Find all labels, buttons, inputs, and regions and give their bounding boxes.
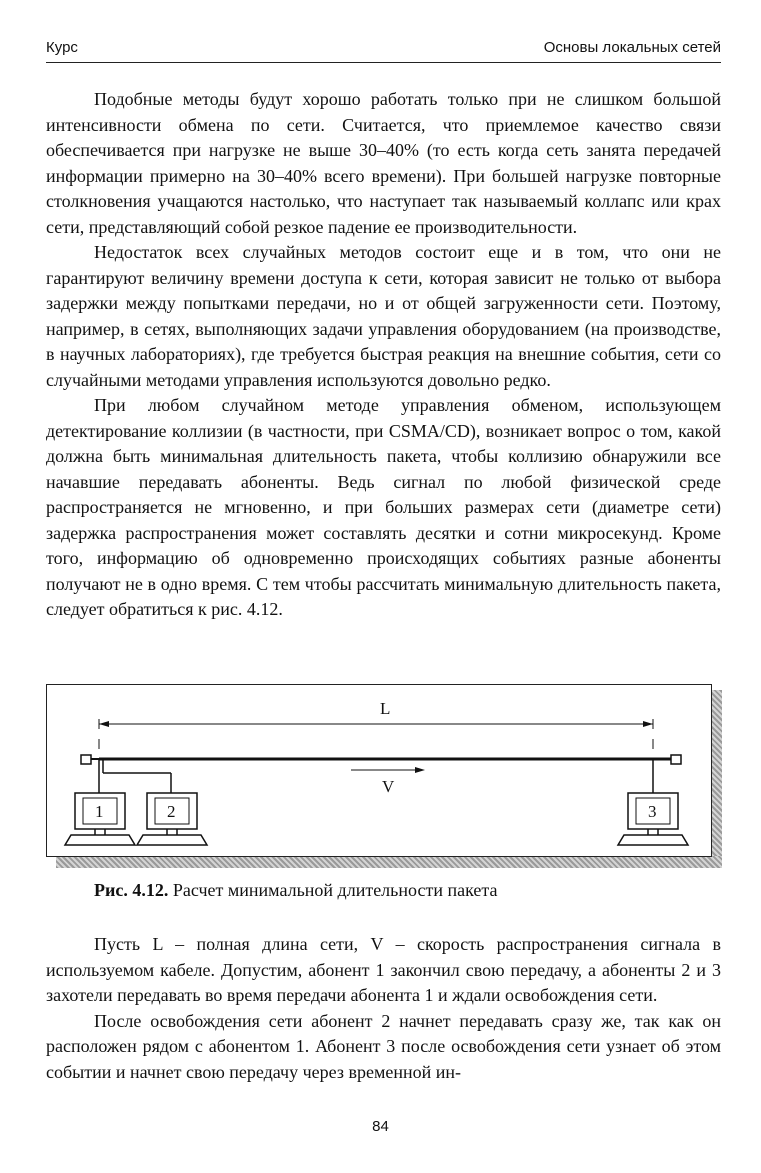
paragraph: После освобождения сети абонент 2 начнет передавать сразу же, так как он расположен рядом с абонентом 1. Абонент 3 после освобождения сети узнает об этом событии и начнет свою передачу через временной ин-: [46, 1010, 721, 1082]
text-block-top: [46, 87, 721, 623]
arrow-right-icon: [415, 767, 425, 773]
paragraph: Пусть L – полная длина сети, V – скорость распространения сигнала в используемом кабеле. Допустим, абонент 1 закончил свою передачу, а абоненты 2 и 3 захотели передавать во время передачи абонента 1 и ждали освобождения сети.: [46, 934, 721, 1005]
figure-network-diagram: [46, 684, 712, 857]
paragraph: При любом случайном методе управления обменом, использующем детектирование коллизии (в частности, при CSMA/CD), возникает вопрос о том, какой должна быть минимальная длительность пакета, чтобы коллизию обнаружили все начавшие передавать абоненты. Ведь сигнал по любой физической среде распространяется не мгновенно, и при больших размерах сети (диаметре сети) задержка распространения может составлять десятки и сотни микросекунд. Кроме того, информацию об одновременно происходящих событиях разные абоненты получают не в одно время. С тем чтобы рассчитать минимальную длительность пакета, следует обратиться к рис. 4.12.: [46, 395, 721, 619]
station-3-label: 3: [648, 802, 657, 821]
arrow-left-icon: [99, 721, 109, 727]
station-2-label: 2: [167, 802, 176, 821]
network-diagram-svg: [47, 685, 711, 856]
terminator-icon: [81, 755, 91, 764]
text-block-bottom: [46, 932, 721, 1085]
label-length: L: [380, 699, 391, 718]
paragraph: Недостаток всех случайных методов состоит еще и в том, что они не гарантируют величину времени доступа к сети, которая зависит не только от выбора задержки между попытками передачи, но и от общей загруженности сети. Поэтому, например, в сетях, выполняющих задачи управления оборудованием (на производстве, в научных лабораториях), где требуется быстрая реакция на внешние события, сети со случайными методами управления используются довольно редко.: [46, 242, 721, 390]
arrow-right-icon: [643, 721, 653, 727]
caption-number: Рис. 4.12.: [94, 880, 169, 900]
header-course: Курс: [46, 39, 78, 56]
figure-shadow: [56, 856, 722, 868]
label-speed: V: [382, 777, 395, 796]
terminator-icon: [671, 755, 681, 764]
figure-caption: [94, 880, 497, 901]
header-section-title: Основы локальных сетей: [543, 39, 721, 56]
page-number: 84: [372, 1118, 389, 1135]
station-1-label: 1: [95, 802, 104, 821]
paragraph: Подобные методы будут хорошо работать только при не слишком большой интенсивности обмена по сети. Считается, что приемлемое качество связи обеспечивается при нагрузке не выше 30–40% (то есть когда сеть занята передачей информации примерно на 30–40% всего времени). При большей нагрузке повторные столкновения учащаются настолько, что наступает так называемый коллапс или крах сети, представляющий собой резкое падение ее производительности.: [46, 89, 721, 237]
page-header: [46, 36, 721, 63]
caption-text: Расчет минимальной длительности пакета: [168, 880, 498, 900]
